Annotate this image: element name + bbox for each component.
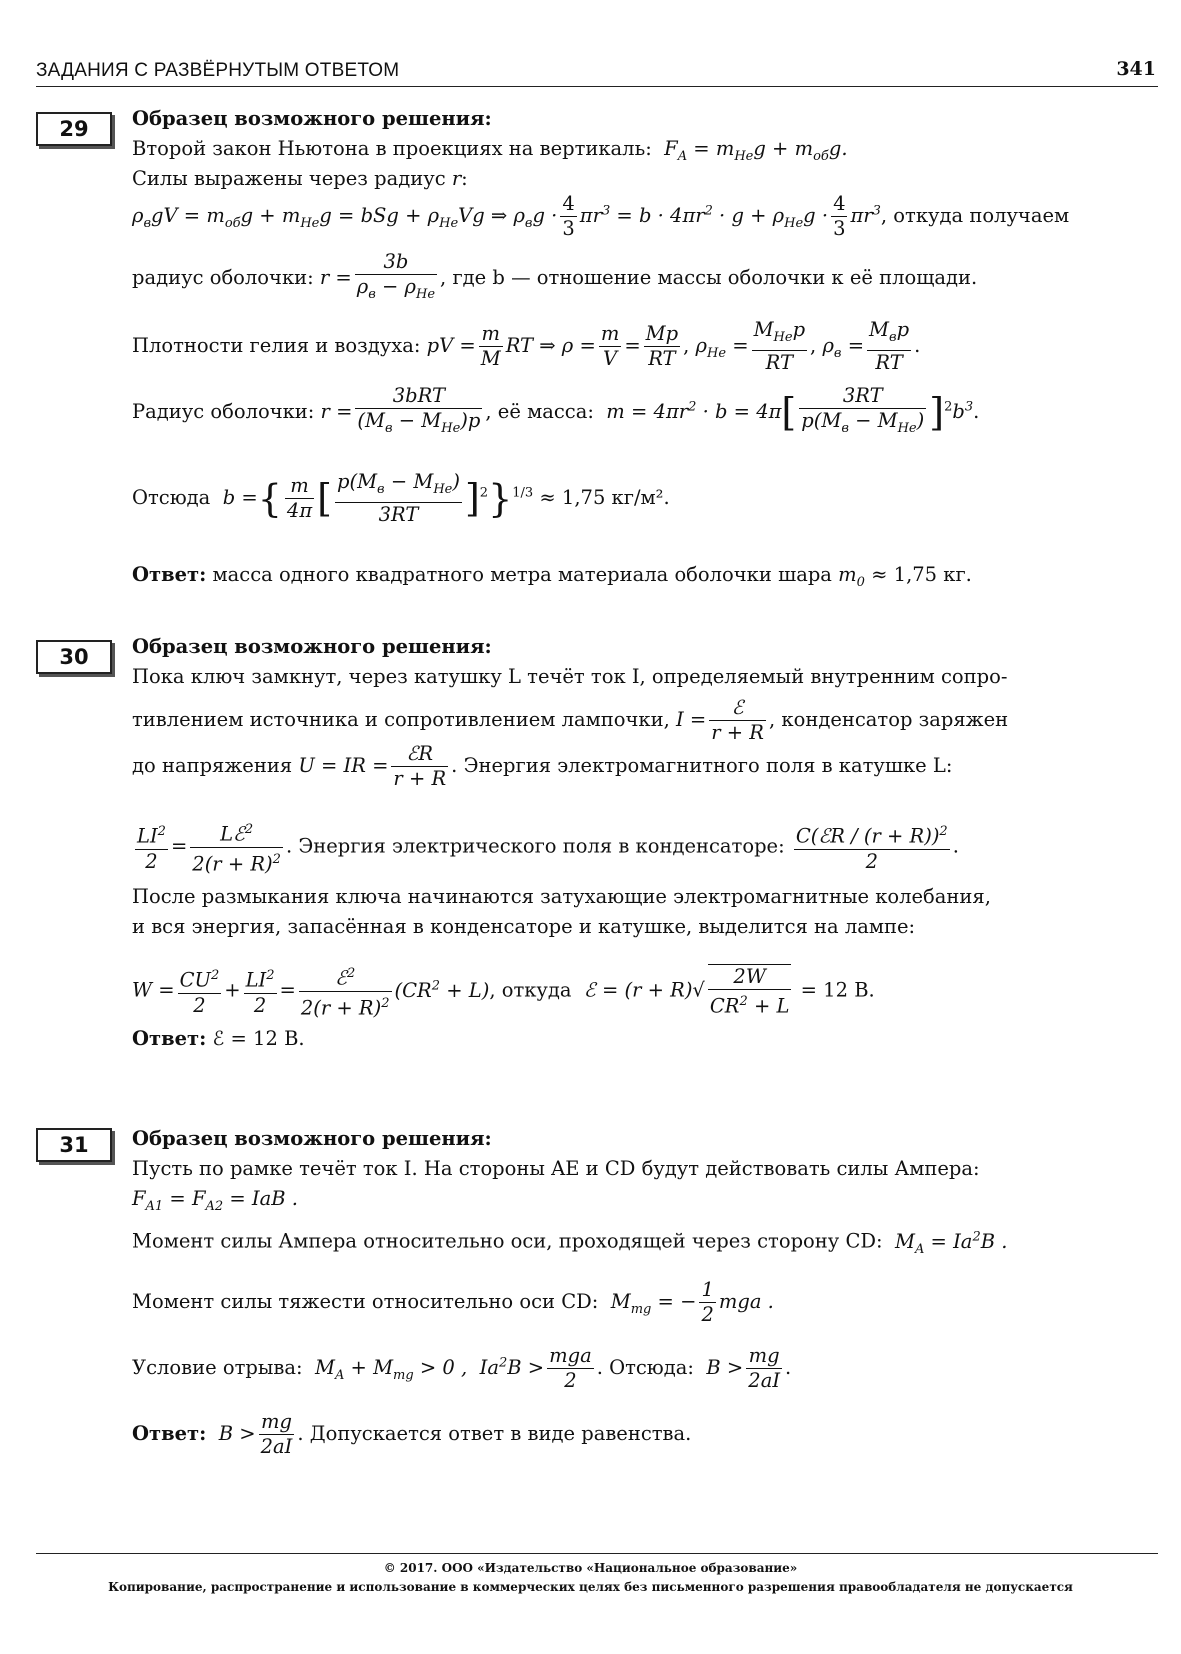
task-31-line-4: Момент силы тяжести относительно оси CD: $M_{mg}$ = − $\frac{1}{2}$ mga .	[132, 1278, 774, 1326]
task-number-30: 30	[36, 640, 112, 674]
page-header	[36, 58, 1158, 87]
task-30-line-1: Пока ключ замкнут, через катушку L течёт ток I, определяемый внутренним сопро-	[132, 665, 1008, 688]
task-29-line-6: Отсюда b ={ $\frac{m}{4\pi}$ [ $\frac{p(M_в - M_{He})}{3RT}$ ]$^2$}$^{1/3}$ ≈ 1,75 кг/м².	[132, 470, 670, 526]
task-29-line-2: Силы выражены через радиус r:	[132, 167, 468, 190]
task-31-line-1: Пусть по рамке течёт ток I. На стороны AE и CD будут действовать силы Ампера:	[132, 1157, 980, 1180]
task-29-heading: Образец возможного решения:	[132, 107, 492, 130]
task-30-heading: Образец возможного решения:	[132, 635, 492, 658]
task-30-line-6: и вся энергия, запасённая в конденсаторе и катушке, выделится на лампе:	[132, 915, 916, 938]
page-number: 341	[1116, 58, 1156, 80]
task-number-29: 29	[36, 112, 112, 146]
footer-rule	[36, 1553, 1158, 1554]
copyright-notice: Копирование, распространение и использование в коммерческих целях без письменного разрешения правообладателя не допускается	[108, 1580, 1073, 1594]
task-31-answer: Ответ: B > $\frac{mg}{2aI}$ . Допускается ответ в виде равенства.	[132, 1410, 692, 1458]
task-29-answer: Ответ: масса одного квадратного метра материала оболочки шара $m_0 \approx 1,75$ кг.	[132, 563, 972, 590]
task-29-line-3: радиус оболочки: r = $\frac{3b}{\rho_в - \rho_{He}}$ , где b — отношение массы оболочки к её площади.	[132, 250, 978, 302]
copyright-line: © 2017. ООО «Издательство «Национальное образование»	[383, 1561, 798, 1575]
task-30-formula: W = $\frac{CU^2}{2}$ + $\frac{LI^2}{2}$ = $\frac{ℰ^2}{2(r + R)^2}$ $(CR^2 + L)$, откуда ℰ = (r + R)√ $\frac{2W}{CR^2 + L}$ = 12 В.	[132, 962, 875, 1020]
task-31-heading: Образец возможного решения:	[132, 1127, 492, 1150]
task-30-answer: Ответ: ℰ = 12 В.	[132, 1027, 305, 1050]
task-29-formula-1: $\rho_вgV = m_{об}g + m_{He}g$ = bSg + $\rho_{He}Vg$ ⇒ $\rho_вg$ · $\frac{4}{3}$ $\pi r^3 = b \cdot 4\pi r^2 \cdot g + \rho_{He}g$ · $\frac{4}{3}$ $\pi r^3$, откуда получаем	[132, 192, 1070, 240]
task-30-line-3: до напряжения U = IR = $\frac{\text{ℰR}}{r + R}$ . Энергия электромагнитного поля в катушке L:	[132, 742, 953, 790]
task-30-line-2: тивлением источника и сопротивлением лампочки, I = $\frac{\text{ℰ}}{r + R}$ , конденсатор заряжен	[132, 696, 1009, 744]
task-29-line-4: Плотности гелия и воздуха: pV = $\frac{m}{M}$ RT ⇒ ρ = $\frac{m}{V}$ = $\frac{Mp}{RT}$ , $\rho_{He}$ = $\frac{M_{He}p}{RT}$ , $\rho_в$ = $\frac{M_вp}{RT}$ .	[132, 318, 921, 374]
task-30-line-4: $\frac{LI^2}{2}$ = $\frac{Lℰ^2}{2(r + R)^2}$ . Энергия электрического поля в конденсаторе: $\frac{C(ℰR / (r + R))^2}{2}$ .	[132, 818, 959, 876]
task-number-31: 31	[36, 1128, 112, 1162]
task-30-line-5: После размыкания ключа начинаются затухающие электромагнитные колебания,	[132, 885, 991, 908]
task-29-line-5: Радиус оболочки: r = $\frac{\text{3bRT}}{(M_в - M_{He})p}$ , её масса: $m = 4\pi r^2 \cdot b = 4\pi$[ $\frac{3RT}{p(M_в - M_{He})}$ ]$^2b^3$.	[132, 384, 980, 436]
task-31-line-2: $F_{A1} = F_{A2}$ = IaB .	[132, 1187, 298, 1214]
task-31-line-5: Условие отрыва: $M_A + M_{mg} > 0$ , $Ia^2B$ > $\frac{\text{mga}}{2}$ . Отсюда: B > $\frac{mg}{2aI}$ .	[132, 1344, 792, 1392]
section-title: ЗАДАНИЯ С РАЗВЁРНУТЫМ ОТВЕТОМ	[36, 60, 400, 81]
task-29-line-1: Второй закон Ньютона в проекциях на вертикаль: $F_A = m_{He}g + m_{об}g$.	[132, 137, 848, 164]
task-31-line-3: Момент силы Ампера относительно оси, проходящей через сторону CD: $M_A = Ia^2B$ .	[132, 1229, 1008, 1257]
